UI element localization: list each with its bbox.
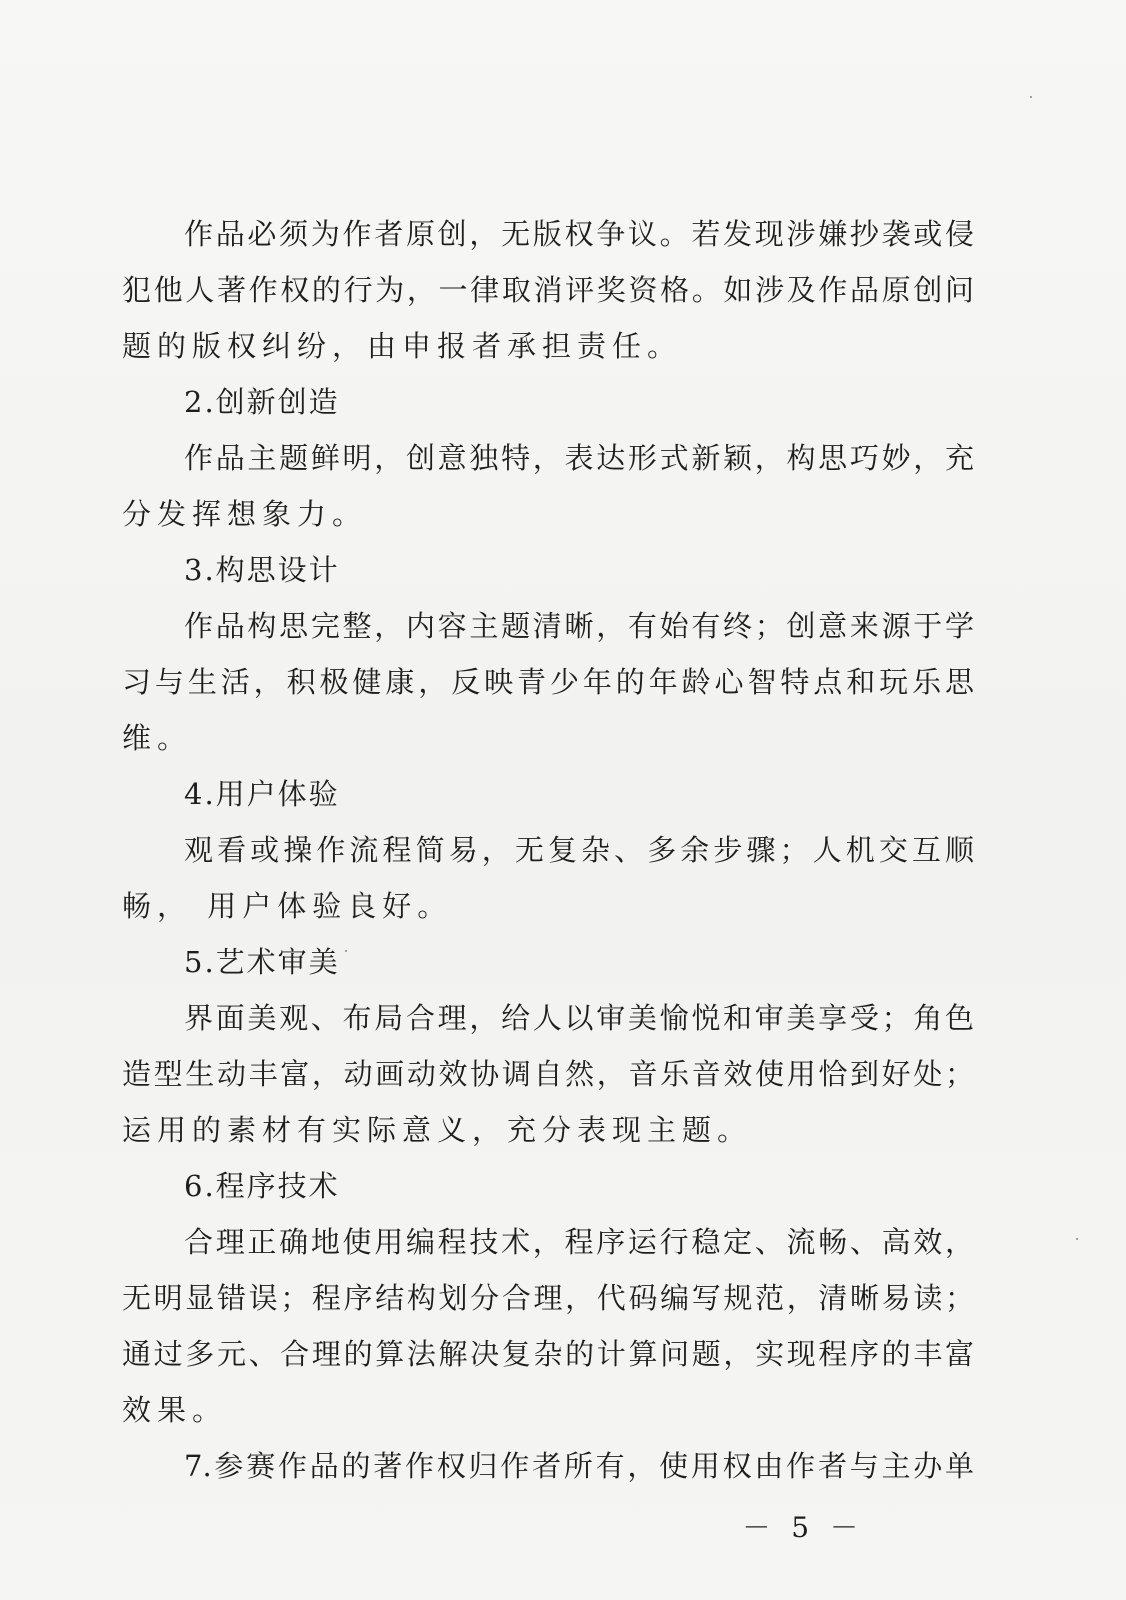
paragraph-line: 维。: [122, 721, 193, 755]
scan-speck: [1030, 96, 1032, 98]
section-heading-concept-design: 3.构思设计: [184, 553, 340, 587]
paragraph-line: 无明显错误；程序结构划分合理，代码编写规范，清晰易读；: [122, 1281, 974, 1315]
paragraph-line: 犯他人著作权的行为，一律取消评奖资格。如涉及作品原创问: [122, 273, 974, 307]
document-body: [122, 206, 974, 1494]
section-heading-program-technique: 6.程序技术: [184, 1169, 340, 1203]
paragraph-line: 习与生活，积极健康，反映青少年的年龄心智特点和玩乐思: [122, 665, 974, 699]
paragraph-line: 作品构思完整，内容主题清晰，有始有终；创意来源于学: [184, 609, 974, 643]
paragraph-line: 畅， 用户体验良好。: [122, 889, 453, 923]
scan-speck: [1076, 1238, 1078, 1240]
paragraph-line: 造型生动丰富，动画动效协调自然，音乐音效使用恰到好处；: [122, 1057, 974, 1091]
paragraph-line: 作品主题鲜明，创意独特，表达形式新颖，构思巧妙，充: [184, 441, 974, 475]
paragraph-line: 7.参赛作品的著作权归作者所有，使用权由作者与主办单: [184, 1449, 974, 1483]
scan-speck: [345, 950, 347, 952]
page-number: － 5 －: [742, 1511, 864, 1544]
section-heading-art-aesthetics: 5.艺术审美: [184, 945, 340, 979]
paragraph-line: 效果。: [122, 1393, 228, 1427]
paragraph-line: 题的版权纠纷，由申报者承担责任。: [122, 329, 683, 363]
paragraph-line: 合理正确地使用编程技术，程序运行稳定、流畅、高效，: [184, 1225, 974, 1259]
paragraph-line: 运用的素材有实际意义，充分表现主题。: [122, 1113, 753, 1147]
paragraph-line: 界面美观、布局合理，给人以审美愉悦和审美享受；角色: [184, 1001, 974, 1035]
section-heading-innovation: 2.创新创造: [184, 385, 340, 419]
paragraph-line: 作品必须为作者原创，无版权争议。若发现涉嫌抄袭或侵: [184, 217, 974, 251]
section-heading-user-experience: 4.用户体验: [184, 777, 340, 811]
paragraph-line: 观看或操作流程简易，无复杂、多余步骤；人机交互顺: [184, 833, 974, 867]
paragraph-line: 分发挥想象力。: [122, 497, 368, 531]
paragraph-line: 通过多元、合理的算法解决复杂的计算问题，实现程序的丰富: [122, 1337, 974, 1371]
